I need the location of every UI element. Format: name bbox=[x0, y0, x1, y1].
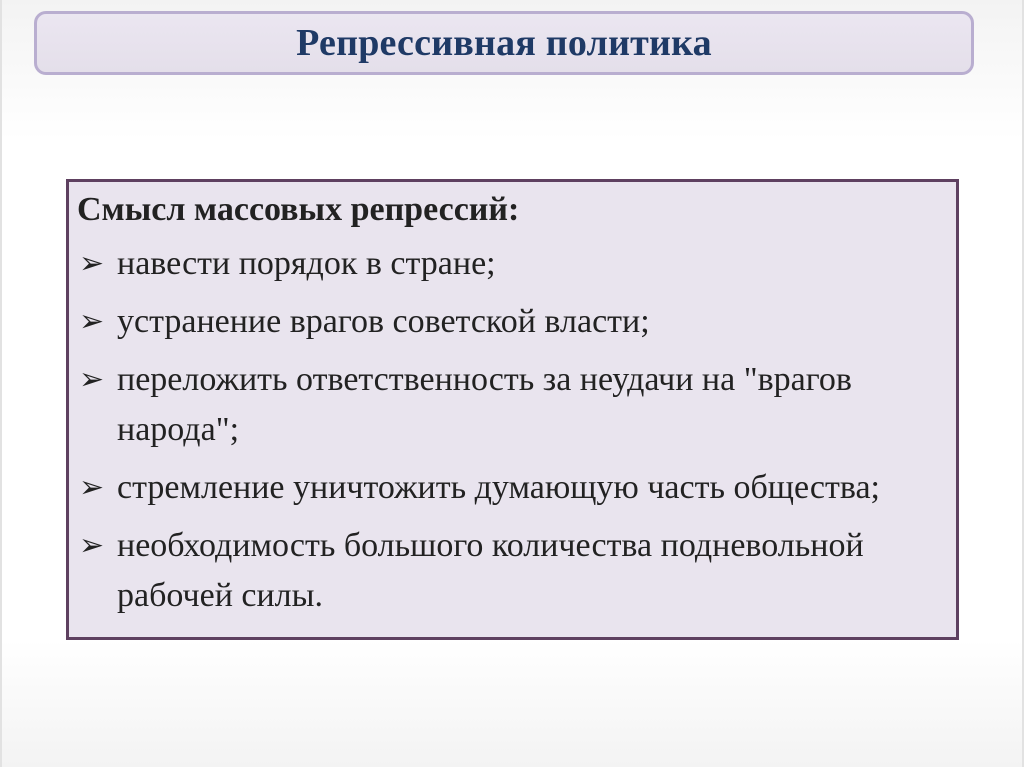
slide-title: Репрессивная политика bbox=[296, 22, 712, 64]
bullet-item bbox=[77, 521, 957, 621]
arrow-bullet-icon: ➢ bbox=[79, 362, 105, 397]
content-text bbox=[77, 185, 957, 629]
bullet-item bbox=[77, 297, 957, 347]
bullet-text: навести порядок в стране; bbox=[117, 245, 496, 282]
arrow-bullet-icon: ➢ bbox=[79, 246, 105, 281]
bullet-text: стремление уничтожить думающую часть общества; bbox=[117, 469, 880, 506]
title-banner bbox=[34, 11, 974, 75]
arrow-bullet-icon: ➢ bbox=[79, 528, 105, 563]
bullet-text: устранение врагов советской власти; bbox=[117, 303, 650, 340]
content-heading: Смысл массовых репрессий: bbox=[77, 191, 520, 228]
bullet-item bbox=[77, 355, 957, 455]
bullet-text: необходимость большого количества подневольной рабочей силы. bbox=[117, 527, 864, 614]
bullet-list bbox=[77, 239, 957, 621]
bullet-text: переложить ответственность за неудачи на "врагов народа"; bbox=[117, 361, 852, 448]
bullet-item bbox=[77, 239, 957, 289]
arrow-bullet-icon: ➢ bbox=[79, 304, 105, 339]
bullet-item bbox=[77, 463, 957, 513]
arrow-bullet-icon: ➢ bbox=[79, 470, 105, 505]
